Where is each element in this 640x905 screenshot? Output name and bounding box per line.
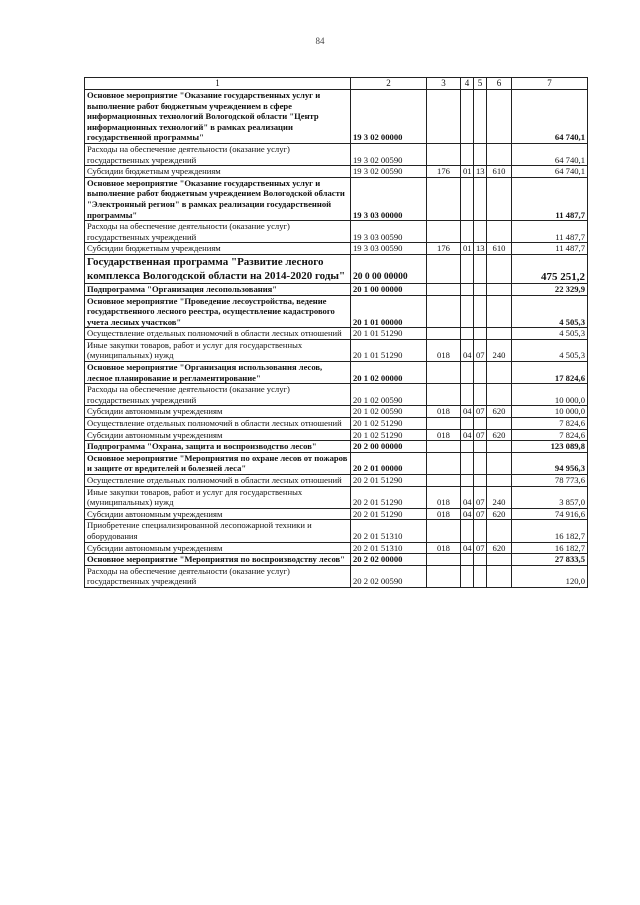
row-grbs-cell: 176 <box>427 243 461 255</box>
row-subsection-cell <box>474 177 487 220</box>
row-amount-cell: 64 740,1 <box>512 166 588 178</box>
row-code-cell: 19 3 02 00590 <box>351 166 427 178</box>
row-grbs-cell <box>427 143 461 165</box>
row-expense-type-cell <box>487 565 512 587</box>
row-amount-cell: 11 487,7 <box>512 177 588 220</box>
row-code-cell: 20 1 02 51290 <box>351 418 427 430</box>
table-row <box>85 508 588 520</box>
row-section-cell: 04 <box>461 508 474 520</box>
row-section-cell <box>461 362 474 384</box>
table-row <box>85 362 588 384</box>
row-code-cell: 20 2 01 51310 <box>351 520 427 542</box>
row-name-cell: Расходы на обеспечение деятельности (оказание услуг) государственных учреждений <box>85 221 351 243</box>
row-subsection-cell <box>474 283 487 295</box>
row-grbs-cell <box>427 384 461 406</box>
column-header-subsection: 5 <box>474 78 487 90</box>
row-code-cell: 20 1 02 00000 <box>351 362 427 384</box>
row-name-cell: Иные закупки товаров, работ и услуг для государственных (муниципальных) нужд <box>85 339 351 361</box>
table-row <box>85 418 588 430</box>
row-grbs-cell: 018 <box>427 406 461 418</box>
row-expense-type-cell <box>487 362 512 384</box>
row-code-cell: 20 1 02 00590 <box>351 384 427 406</box>
row-grbs-cell <box>427 554 461 566</box>
row-code-cell: 20 2 00 00000 <box>351 441 427 453</box>
row-code-cell: 20 1 02 51290 <box>351 429 427 441</box>
table-row <box>85 429 588 441</box>
row-code-cell: 19 3 02 00000 <box>351 90 427 144</box>
row-expense-type-cell <box>487 441 512 453</box>
row-amount-cell: 10 000,0 <box>512 406 588 418</box>
row-code-cell: 20 2 01 00000 <box>351 452 427 474</box>
row-section-cell <box>461 565 474 587</box>
row-expense-type-cell: 620 <box>487 542 512 554</box>
row-grbs-cell: 018 <box>427 339 461 361</box>
row-expense-type-cell <box>487 475 512 487</box>
row-subsection-cell <box>474 452 487 474</box>
row-section-cell <box>461 452 474 474</box>
row-name-cell: Субсидии бюджетным учреждениям <box>85 166 351 178</box>
row-name-cell: Основное мероприятие "Оказание государственных услуг и выполнение работ бюджетным учреждением Вологодской области "Электронный регион" в рамках реализации государственной программы" <box>85 177 351 220</box>
row-expense-type-cell: 620 <box>487 429 512 441</box>
row-amount-cell: 11 487,7 <box>512 243 588 255</box>
row-name-cell: Расходы на обеспечение деятельности (оказание услуг) государственных учреждений <box>85 384 351 406</box>
row-subsection-cell <box>474 554 487 566</box>
table-row <box>85 166 588 178</box>
row-expense-type-cell <box>487 295 512 328</box>
table-row <box>85 452 588 474</box>
row-amount-cell: 475 251,2 <box>512 254 588 283</box>
row-section-cell: 04 <box>461 406 474 418</box>
row-expense-type-cell <box>487 254 512 283</box>
row-expense-type-cell <box>487 177 512 220</box>
row-expense-type-cell: 620 <box>487 406 512 418</box>
table-row <box>85 295 588 328</box>
column-header-expense-type: 6 <box>487 78 512 90</box>
row-expense-type-cell <box>487 520 512 542</box>
row-amount-cell: 16 182,7 <box>512 542 588 554</box>
row-subsection-cell <box>474 295 487 328</box>
row-expense-type-cell <box>487 418 512 430</box>
row-name-cell: Государственная программа "Развитие лесного комплекса Вологодской области на 2014-2020 годы" <box>85 254 351 283</box>
row-section-cell <box>461 143 474 165</box>
table-row <box>85 441 588 453</box>
row-grbs-cell <box>427 441 461 453</box>
row-section-cell: 01 <box>461 166 474 178</box>
row-expense-type-cell <box>487 221 512 243</box>
table-row <box>85 90 588 144</box>
table-row <box>85 565 588 587</box>
row-section-cell <box>461 177 474 220</box>
row-section-cell <box>461 520 474 542</box>
column-header-code: 2 <box>351 78 427 90</box>
row-subsection-cell <box>474 418 487 430</box>
row-amount-cell: 4 505,3 <box>512 295 588 328</box>
table-row <box>85 328 588 340</box>
page-number: 84 <box>315 36 325 46</box>
row-code-cell: 20 2 01 51310 <box>351 542 427 554</box>
row-name-cell: Расходы на обеспечение деятельности (оказание услуг) государственных учреждений <box>85 565 351 587</box>
row-section-cell <box>461 90 474 144</box>
row-amount-cell: 64 740,1 <box>512 90 588 144</box>
table-row <box>85 542 588 554</box>
row-grbs-cell <box>427 362 461 384</box>
row-subsection-cell <box>474 441 487 453</box>
row-grbs-cell: 018 <box>427 486 461 508</box>
row-expense-type-cell <box>487 554 512 566</box>
budget-table <box>84 77 588 588</box>
row-amount-cell: 17 824,6 <box>512 362 588 384</box>
row-name-cell: Субсидии автономным учреждениям <box>85 406 351 418</box>
row-expense-type-cell <box>487 90 512 144</box>
row-code-cell: 20 1 01 00000 <box>351 295 427 328</box>
table-row <box>85 339 588 361</box>
row-subsection-cell <box>474 90 487 144</box>
row-name-cell: Субсидии автономным учреждениям <box>85 542 351 554</box>
row-subsection-cell: 07 <box>474 542 487 554</box>
row-code-cell: 20 2 01 51290 <box>351 508 427 520</box>
row-code-cell: 20 2 02 00000 <box>351 554 427 566</box>
row-grbs-cell <box>427 283 461 295</box>
row-section-cell <box>461 441 474 453</box>
row-section-cell <box>461 254 474 283</box>
row-name-cell: Подпрограмма "Организация лесопользования" <box>85 283 351 295</box>
table-row <box>85 475 588 487</box>
column-header-section: 4 <box>461 78 474 90</box>
row-subsection-cell: 07 <box>474 339 487 361</box>
row-amount-cell: 74 916,6 <box>512 508 588 520</box>
row-grbs-cell <box>427 254 461 283</box>
row-expense-type-cell <box>487 283 512 295</box>
row-subsection-cell <box>474 221 487 243</box>
row-grbs-cell <box>427 520 461 542</box>
row-section-cell <box>461 384 474 406</box>
row-amount-cell: 7 824,6 <box>512 418 588 430</box>
row-grbs-cell <box>427 90 461 144</box>
row-expense-type-cell: 240 <box>487 486 512 508</box>
row-code-cell: 19 3 03 00000 <box>351 177 427 220</box>
row-code-cell: 19 3 03 00590 <box>351 221 427 243</box>
row-subsection-cell: 07 <box>474 508 487 520</box>
row-name-cell: Основное мероприятие "Оказание государственных услуг и выполнение работ бюджетным учреждением в сфере информационных технологий Вологодской области "Центр информационных технологий" в рамках реализации государственной программы" <box>85 90 351 144</box>
table-row <box>85 554 588 566</box>
row-subsection-cell: 07 <box>474 406 487 418</box>
row-section-cell <box>461 295 474 328</box>
row-section-cell: 04 <box>461 486 474 508</box>
table-row <box>85 486 588 508</box>
table-row <box>85 384 588 406</box>
row-subsection-cell: 07 <box>474 486 487 508</box>
row-name-cell: Осуществление отдельных полномочий в области лесных отношений <box>85 475 351 487</box>
row-section-cell <box>461 283 474 295</box>
row-amount-cell: 64 740,1 <box>512 143 588 165</box>
row-expense-type-cell <box>487 143 512 165</box>
row-section-cell: 04 <box>461 339 474 361</box>
row-expense-type-cell: 610 <box>487 166 512 178</box>
row-subsection-cell: 07 <box>474 429 487 441</box>
row-amount-cell: 78 773,6 <box>512 475 588 487</box>
row-name-cell: Подпрограмма "Охрана, защита и воспроизводство лесов" <box>85 441 351 453</box>
row-code-cell: 20 1 01 51290 <box>351 339 427 361</box>
row-subsection-cell <box>474 565 487 587</box>
table-row <box>85 254 588 283</box>
table-row <box>85 243 588 255</box>
row-name-cell: Осуществление отдельных полномочий в области лесных отношений <box>85 328 351 340</box>
row-amount-cell: 11 487,7 <box>512 221 588 243</box>
row-name-cell: Иные закупки товаров, работ и услуг для государственных (муниципальных) нужд <box>85 486 351 508</box>
row-section-cell: 04 <box>461 542 474 554</box>
row-subsection-cell <box>474 475 487 487</box>
row-expense-type-cell: 620 <box>487 508 512 520</box>
row-subsection-cell <box>474 520 487 542</box>
row-amount-cell: 3 857,0 <box>512 486 588 508</box>
row-subsection-cell <box>474 384 487 406</box>
column-header-name: 1 <box>85 78 351 90</box>
header-row <box>85 78 588 90</box>
table-body <box>85 78 588 588</box>
row-amount-cell: 94 956,3 <box>512 452 588 474</box>
row-section-cell <box>461 328 474 340</box>
row-name-cell: Расходы на обеспечение деятельности (оказание услуг) государственных учреждений <box>85 143 351 165</box>
row-amount-cell: 123 089,8 <box>512 441 588 453</box>
row-code-cell: 19 3 03 00590 <box>351 243 427 255</box>
row-code-cell: 20 1 01 51290 <box>351 328 427 340</box>
row-expense-type-cell <box>487 452 512 474</box>
row-code-cell: 19 3 02 00590 <box>351 143 427 165</box>
row-name-cell: Субсидии бюджетным учреждениям <box>85 243 351 255</box>
row-expense-type-cell <box>487 384 512 406</box>
row-section-cell <box>461 475 474 487</box>
row-grbs-cell <box>427 475 461 487</box>
row-grbs-cell <box>427 295 461 328</box>
row-grbs-cell: 176 <box>427 166 461 178</box>
table-row <box>85 177 588 220</box>
row-code-cell: 20 1 02 00590 <box>351 406 427 418</box>
row-code-cell: 20 2 02 00590 <box>351 565 427 587</box>
row-expense-type-cell: 610 <box>487 243 512 255</box>
row-amount-cell: 16 182,7 <box>512 520 588 542</box>
row-grbs-cell: 018 <box>427 542 461 554</box>
row-section-cell <box>461 554 474 566</box>
column-header-amount: 7 <box>512 78 588 90</box>
row-section-cell <box>461 221 474 243</box>
row-amount-cell: 4 505,3 <box>512 339 588 361</box>
table-row <box>85 283 588 295</box>
row-subsection-cell <box>474 254 487 283</box>
row-code-cell: 20 1 00 00000 <box>351 283 427 295</box>
row-subsection-cell: 13 <box>474 166 487 178</box>
row-grbs-cell <box>427 177 461 220</box>
row-grbs-cell <box>427 221 461 243</box>
row-grbs-cell: 018 <box>427 508 461 520</box>
row-grbs-cell <box>427 452 461 474</box>
row-name-cell: Приобретение специализированной лесопожарной техники и оборудования <box>85 520 351 542</box>
row-name-cell: Субсидии автономным учреждениям <box>85 508 351 520</box>
table-row <box>85 221 588 243</box>
row-name-cell: Основное мероприятие "Организация использования лесов, лесное планирование и регламентирование" <box>85 362 351 384</box>
row-name-cell: Основное мероприятие "Мероприятия по воспроизводству лесов" <box>85 554 351 566</box>
column-header-grbs: 3 <box>427 78 461 90</box>
row-subsection-cell <box>474 328 487 340</box>
table-row <box>85 143 588 165</box>
row-name-cell: Основное мероприятие "Мероприятия по охране лесов от пожаров и защите от вредителей и болезней леса" <box>85 452 351 474</box>
table-row <box>85 520 588 542</box>
row-grbs-cell <box>427 565 461 587</box>
row-section-cell: 04 <box>461 429 474 441</box>
row-section-cell: 01 <box>461 243 474 255</box>
table-row <box>85 406 588 418</box>
row-grbs-cell <box>427 418 461 430</box>
row-subsection-cell <box>474 362 487 384</box>
row-amount-cell: 27 833,5 <box>512 554 588 566</box>
row-subsection-cell <box>474 143 487 165</box>
row-amount-cell: 4 505,3 <box>512 328 588 340</box>
row-code-cell: 20 2 01 51290 <box>351 475 427 487</box>
row-expense-type-cell: 240 <box>487 339 512 361</box>
row-amount-cell: 7 824,6 <box>512 429 588 441</box>
row-amount-cell: 22 329,9 <box>512 283 588 295</box>
row-subsection-cell: 13 <box>474 243 487 255</box>
row-grbs-cell: 018 <box>427 429 461 441</box>
row-section-cell <box>461 418 474 430</box>
row-name-cell: Осуществление отдельных полномочий в области лесных отношений <box>85 418 351 430</box>
row-expense-type-cell <box>487 328 512 340</box>
row-code-cell: 20 2 01 51290 <box>351 486 427 508</box>
row-code-cell: 20 0 00 00000 <box>351 254 427 283</box>
row-amount-cell: 10 000,0 <box>512 384 588 406</box>
row-grbs-cell <box>427 328 461 340</box>
row-name-cell: Основное мероприятие "Проведение лесоустройства, ведение государственного лесного реестра, осуществление кадастрового учета лесных участков" <box>85 295 351 328</box>
row-name-cell: Субсидии автономным учреждениям <box>85 429 351 441</box>
row-amount-cell: 120,0 <box>512 565 588 587</box>
